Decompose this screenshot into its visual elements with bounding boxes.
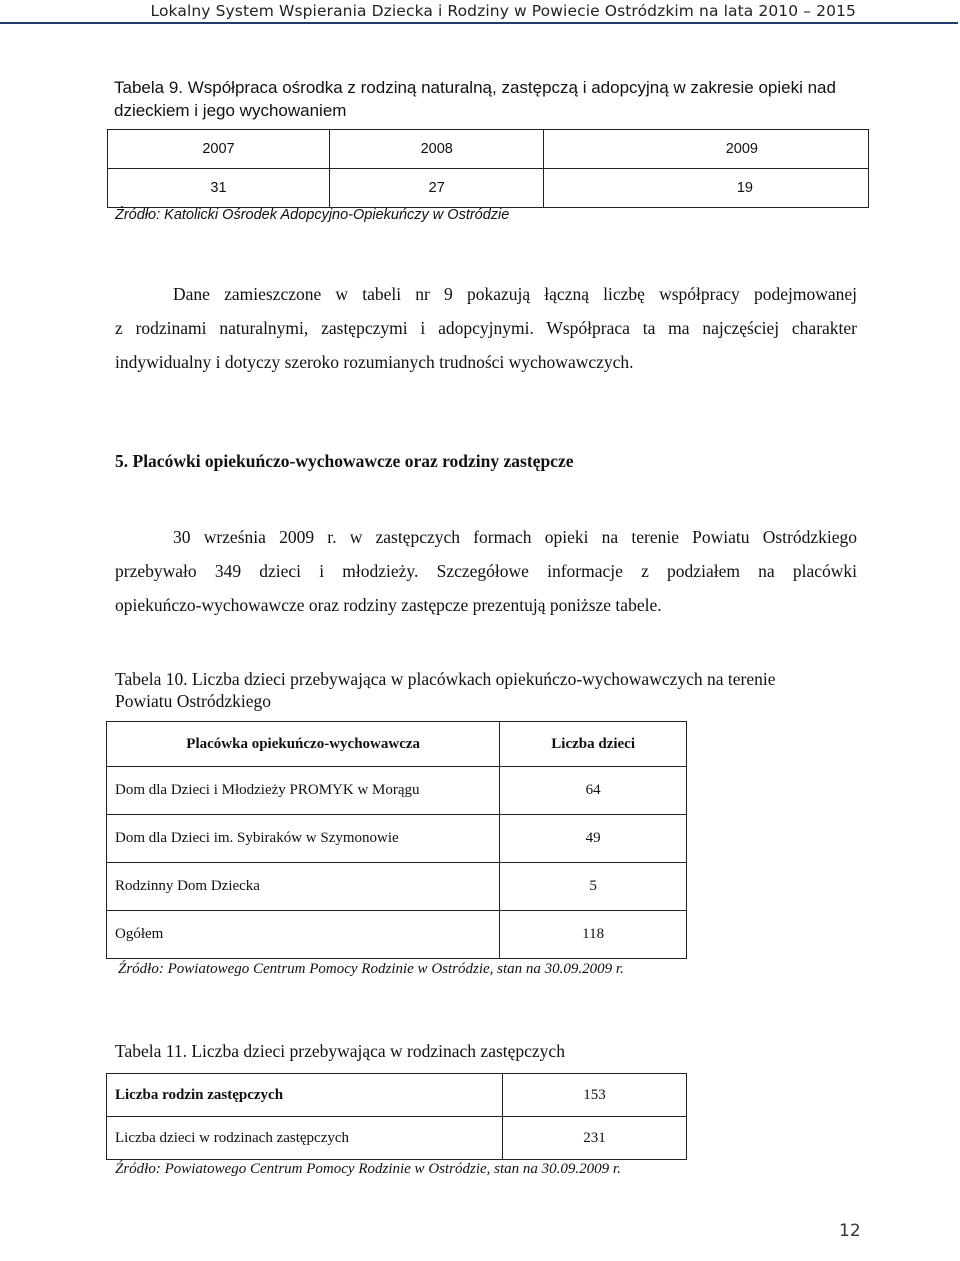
table-row	[107, 815, 687, 863]
page-header	[0, 0, 958, 24]
table9-caption	[114, 76, 874, 122]
table10-header-count: Liczba dzieci	[500, 722, 687, 767]
table10-caption-line1: Tabela 10. Liczba dzieci przebywająca w placówkach opiekuńczo-wychowawczych na terenie	[115, 669, 776, 689]
paragraph1-line3: indywidualny i dotyczy szeroko rozumianych trudności wychowawczych.	[115, 352, 634, 372]
paragraph1-line1: Dane zamieszczone w tabeli nr 9 pokazują łączną liczbę współpracy podejmowanej	[173, 284, 857, 304]
table9-value-row	[108, 169, 869, 208]
table-row	[107, 1074, 687, 1117]
paragraph2-line1: 30 września 2009 r. w zastępczych formach opieki na terenie Powiatu Ostródzkiego	[173, 527, 857, 547]
table10-count-cell: 118	[500, 911, 687, 959]
table11-label-cell: Liczba dzieci w rodzinach zastępczych	[107, 1117, 503, 1160]
table11-source: Źródło: Powiatowego Centrum Pomocy Rodzinie w Ostródzie, stan na 30.09.2009 r.	[115, 1161, 621, 1177]
table10-source: Źródło: Powiatowego Centrum Pomocy Rodzinie w Ostródzie, stan na 30.09.2009 r.	[118, 961, 624, 977]
table9-year-row	[108, 130, 869, 169]
table11-value-cell: 231	[503, 1117, 687, 1160]
table11	[106, 1073, 687, 1160]
table9-value-cell: 19	[544, 169, 869, 208]
table10-facility-cell: Rodzinny Dom Dziecka	[107, 863, 500, 911]
table-row	[107, 911, 687, 959]
table10-facility-cell: Dom dla Dzieci im. Sybiraków w Szymonowie	[107, 815, 500, 863]
page-number: 12	[839, 1221, 861, 1241]
paragraph1-line2: z rodzinami naturalnymi, zastępczymi i adopcyjnymi. Współpraca ta ma najczęściej charakter	[115, 318, 857, 338]
table11-caption: Tabela 11. Liczba dzieci przebywająca w rodzinach zastępczych	[115, 1041, 565, 1061]
table10-count-cell: 5	[500, 863, 687, 911]
table9-value-cell: 27	[329, 169, 544, 208]
table9-source: Źródło: Katolicki Ośrodek Adopcyjno-Opiekuńczy w Ostródzie	[115, 207, 510, 223]
table9-value-cell: 31	[108, 169, 330, 208]
table10	[106, 721, 687, 959]
table-row	[107, 767, 687, 815]
table-row	[107, 863, 687, 911]
table10-facility-cell: Ogółem	[107, 911, 500, 959]
paragraph2-line3: opiekuńczo-wychowawcze oraz rodziny zastępcze prezentują poniższe tabele.	[115, 595, 662, 615]
table9-year-cell: 2007	[108, 130, 330, 169]
table9	[107, 129, 869, 208]
table10-count-cell: 64	[500, 767, 687, 815]
header-title: Lokalny System Wspierania Dziecka i Rodziny w Powiecie Ostródzkim na lata 2010 – 2015	[150, 2, 856, 20]
section-heading: 5. Placówki opiekuńczo-wychowawcze oraz rodziny zastępcze	[115, 451, 574, 471]
table9-year-cell: 2009	[544, 130, 869, 169]
table11-label-cell: Liczba rodzin zastępczych	[107, 1074, 503, 1117]
paragraph2-line2: przebywało 349 dzieci i młodzieży. Szczegółowe informacje z podziałem na placówki	[115, 561, 857, 581]
table10-facility-cell: Dom dla Dzieci i Młodzieży PROMYK w Morągu	[107, 767, 500, 815]
table9-year-cell: 2008	[329, 130, 544, 169]
table10-caption	[115, 668, 776, 712]
table10-header-row	[107, 722, 687, 767]
table10-count-cell: 49	[500, 815, 687, 863]
table9-caption-line1: Tabela 9. Współpraca ośrodka z rodziną naturalną, zastępczą i adopcyjną w zakresie opieki nad	[114, 78, 836, 97]
table10-header-facility: Placówka opiekuńczo-wychowawcza	[107, 722, 500, 767]
table-row	[107, 1117, 687, 1160]
table9-caption-line2: dzieckiem i jego wychowaniem	[114, 101, 347, 120]
table10-caption-line2: Powiatu Ostródzkiego	[115, 691, 272, 711]
table11-value-cell: 153	[503, 1074, 687, 1117]
